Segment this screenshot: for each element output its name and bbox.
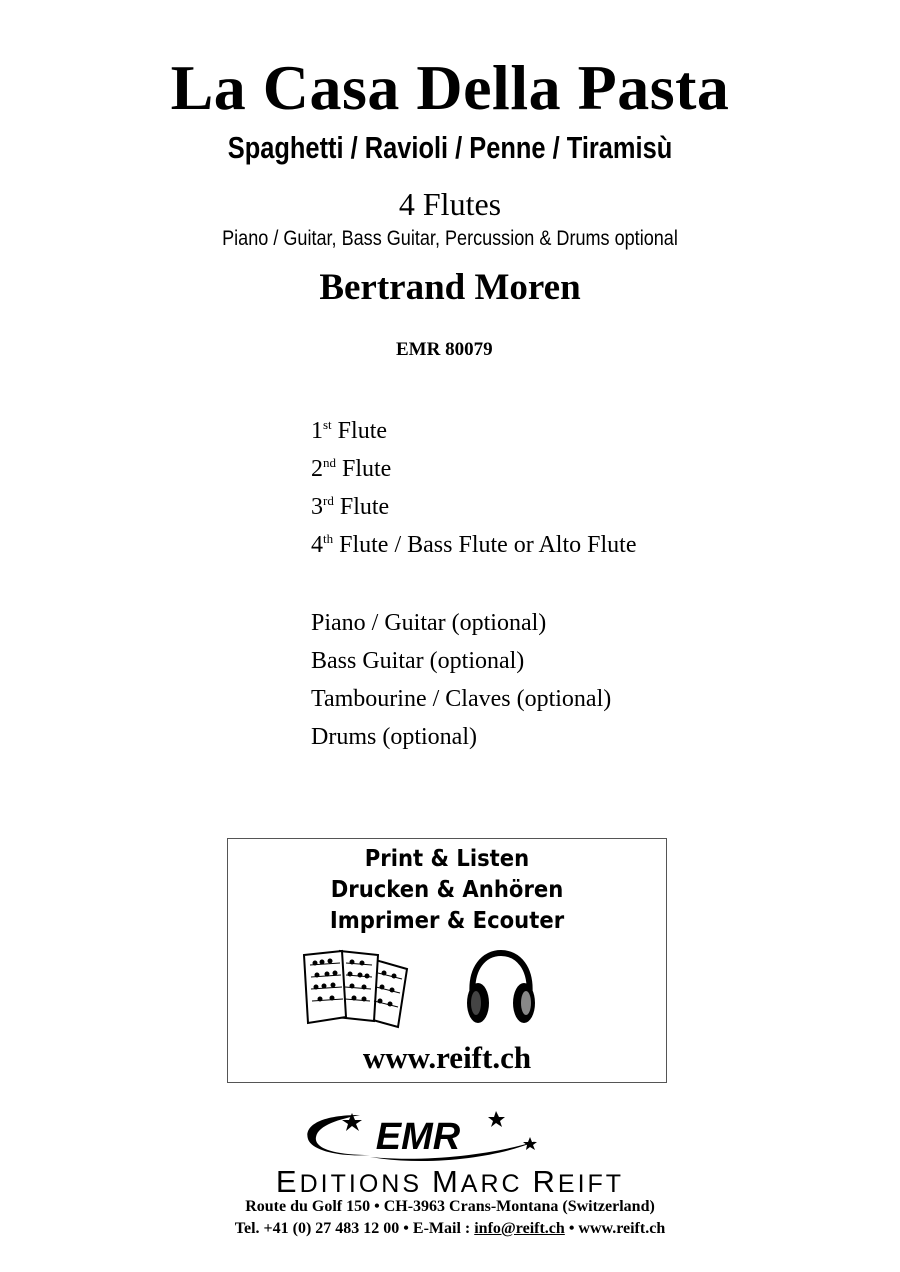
- promo-line-french: Imprimer & Ecouter: [329, 908, 565, 934]
- website-link[interactable]: www.reift.ch: [362, 1040, 532, 1075]
- print-and-listen-box: [227, 838, 667, 1083]
- subtitle: Spaghetti / Ravioli / Penne / Tiramisù: [227, 130, 673, 165]
- catalog-number: EMR 80079: [396, 339, 493, 360]
- optional-instruments: Piano / Guitar, Bass Guitar, Percussion & Drums optional: [222, 227, 678, 250]
- part-item: 4th Flute / Bass Flute or Alto Flute: [311, 531, 637, 558]
- emr-logo: [300, 1107, 545, 1167]
- headphones-icon: [465, 949, 537, 1027]
- part-item: 2nd Flute: [311, 455, 392, 482]
- part-item: Tambourine / Claves (optional): [311, 686, 612, 712]
- part-item: 1st Flute: [311, 417, 388, 444]
- publisher-name: EDITIONS MARC REIFT: [275, 1164, 625, 1199]
- composer: Bertrand Moren: [319, 267, 581, 308]
- sheet-music-icon: [302, 947, 414, 1029]
- optional-parts-list: [311, 604, 611, 756]
- flute-parts-list: [311, 412, 636, 564]
- part-item: Piano / Guitar (optional): [311, 610, 547, 636]
- part-item: Drums (optional): [311, 724, 477, 750]
- part-item: 3rd Flute: [311, 493, 390, 520]
- instrumentation: 4 Flutes: [398, 186, 502, 222]
- email-link[interactable]: info@reift.ch: [474, 1220, 565, 1237]
- publisher-address: Route du Golf 150 • CH-3963 Crans-Montana (Switzerland): [245, 1198, 655, 1215]
- part-item: Bass Guitar (optional): [311, 648, 525, 674]
- emr-logo-text: EMR: [375, 1116, 461, 1158]
- promo-line-english: Print & Listen: [364, 846, 530, 872]
- publisher-contact: Tel. +41 (0) 27 483 12 00 • E-Mail : info@reift.ch • www.reift.ch: [234, 1220, 666, 1237]
- title: La Casa Della Pasta: [170, 52, 730, 123]
- promo-line-german: Drucken & Anhören: [330, 877, 564, 903]
